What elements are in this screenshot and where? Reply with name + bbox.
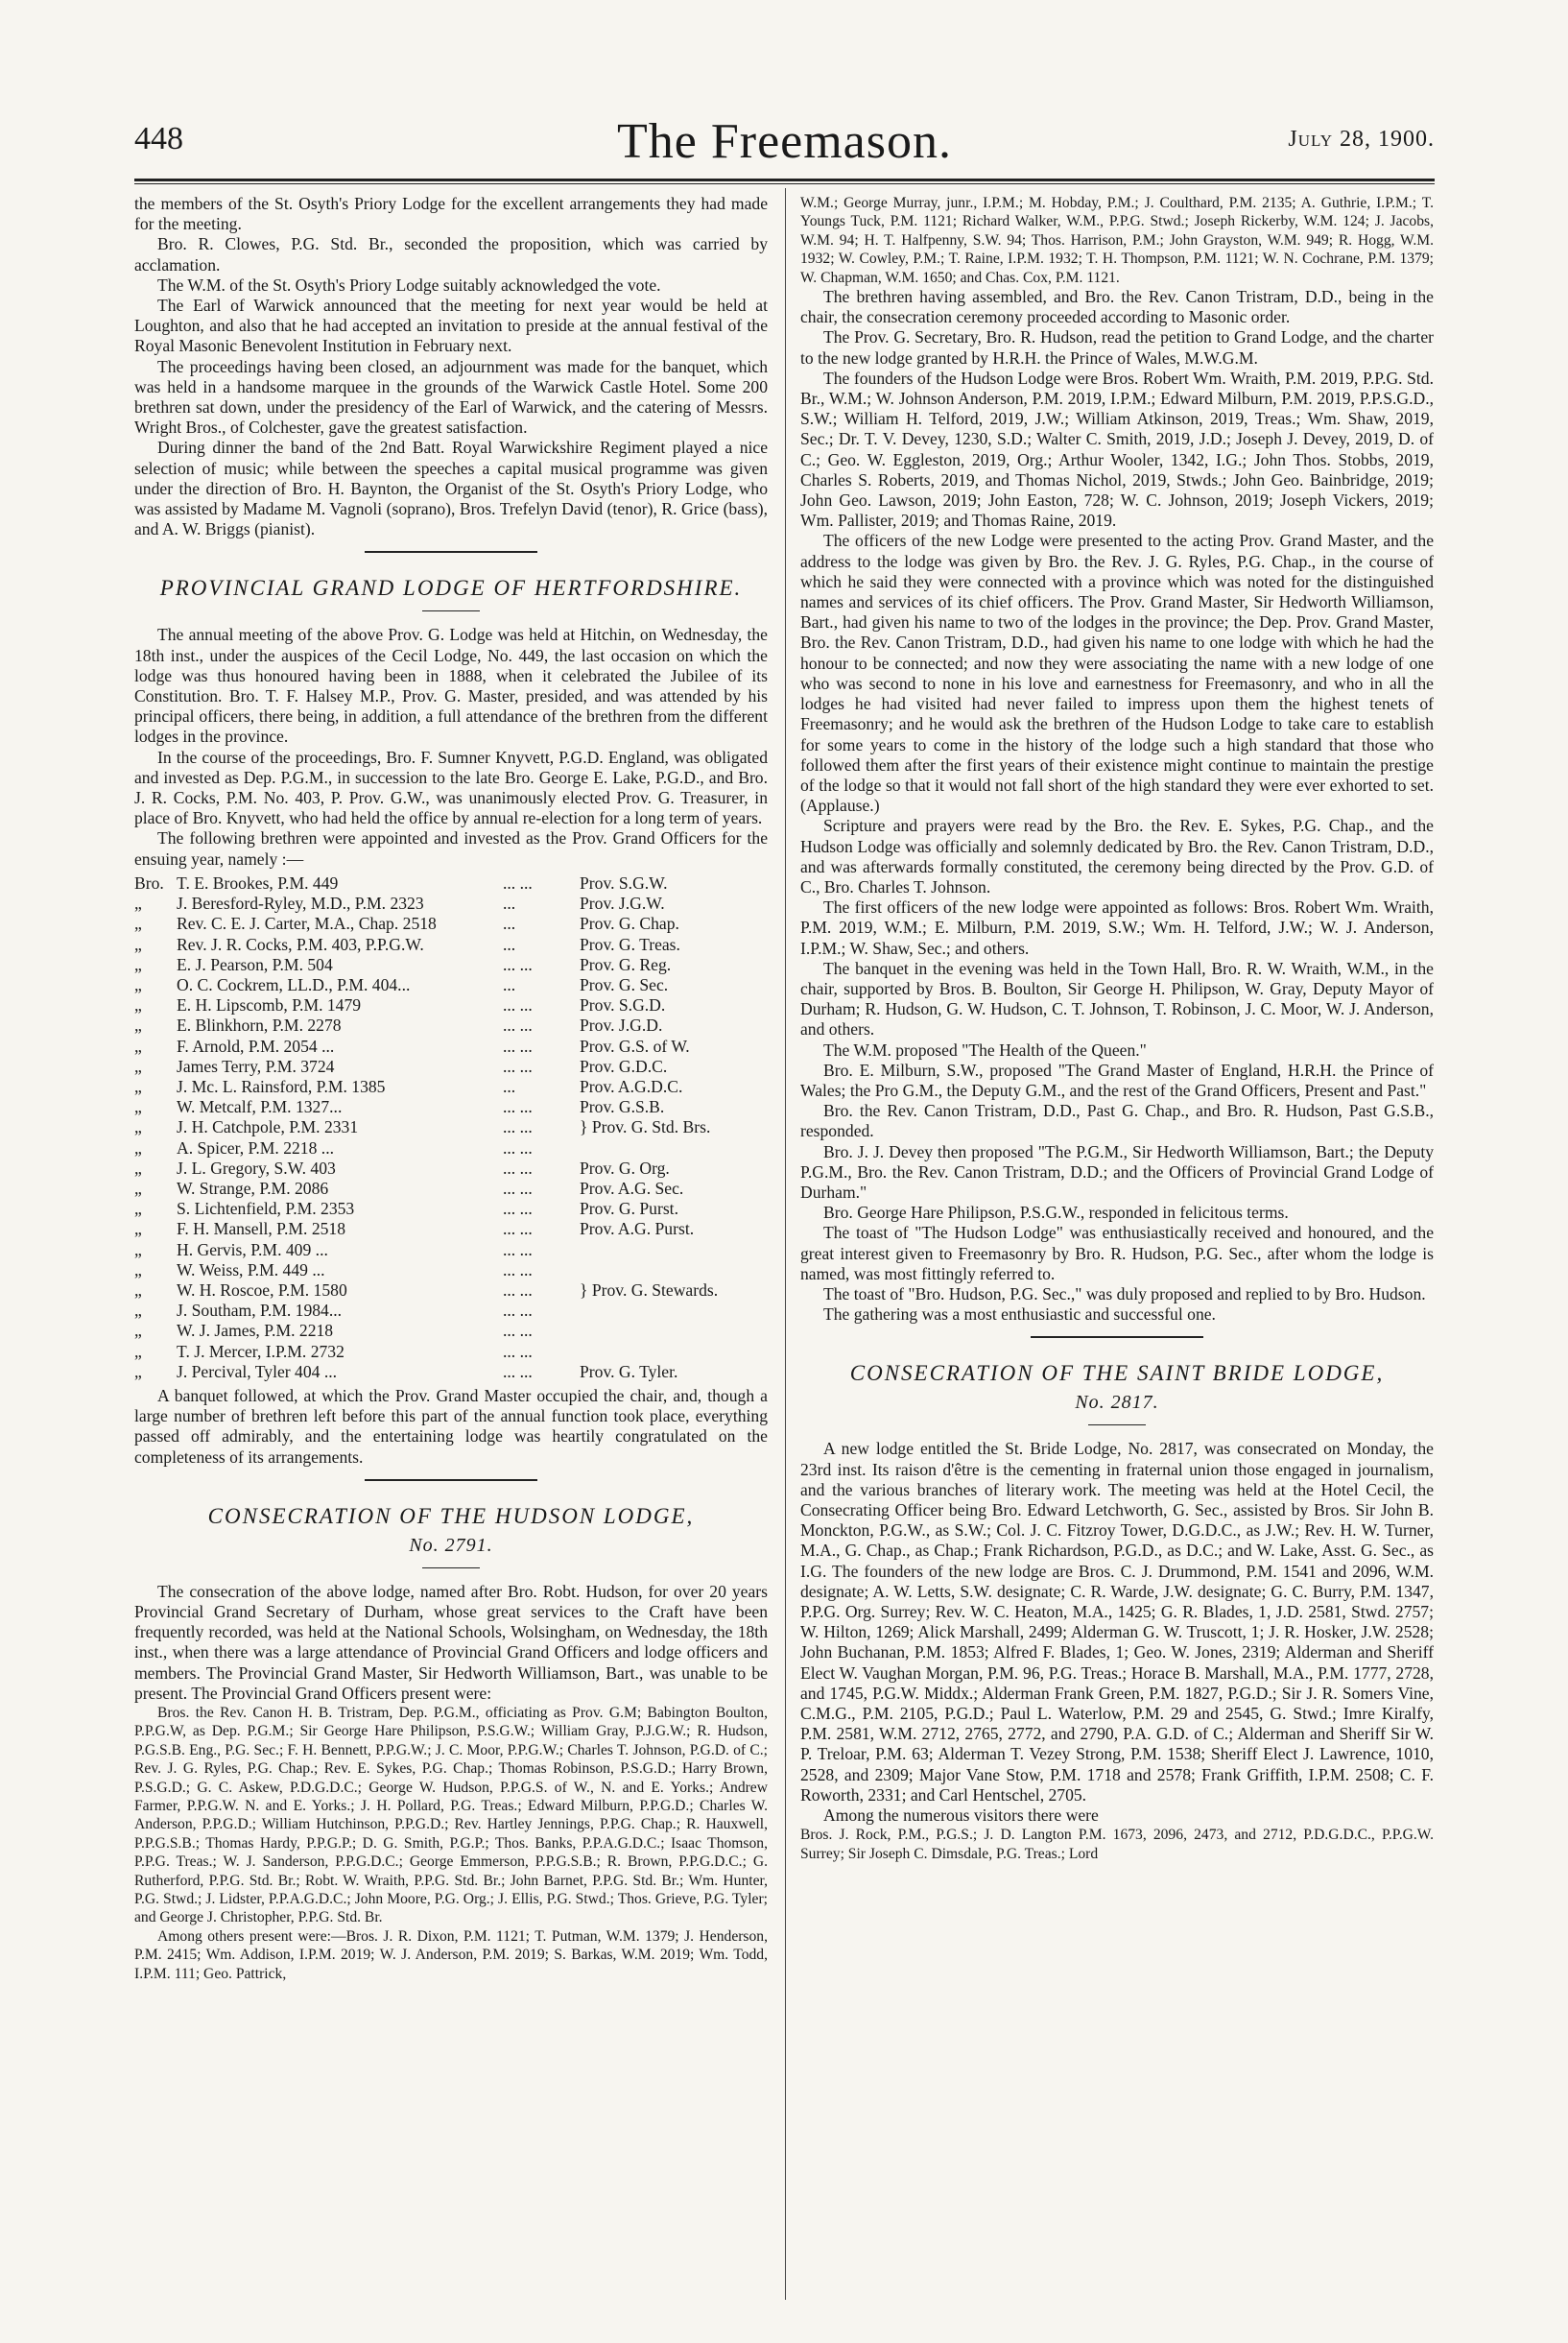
- officer-leader: ... ...: [503, 995, 533, 1016]
- officer-office: } Prov. G. Std. Brs.: [580, 1117, 711, 1137]
- hudson-paragraph: The founders of the Hudson Lodge were Bros. Robert Wm. Wraith, P.M. 2019, P.P.G. Std. Br., W.M.; W. Johnson Anderson, P.M. 2019, I.P.M.; Edward Milburn, P.M. 2019, P.P.S.G.D., S.W.; William H. Telford, 2019, J.W.; William Atkinson, 2019, Treas.; Wm. Shaw, 2019, Sec.; Dr. T. V. Devey, 1230, S.D.; Walter C. Smith, 2019, J.D.; Joseph J. Devey, 2019, D. of C.; Geo. W. Eggleston, 2019, Org.; Arthur Wooler, 1342, I.G.; John Thos. Stobbs, 2019, Charles S. Roberts, 2019, and Thomas Nichol, 2019, Stwds.; John Geo. Bainbridge, 2019; John Geo. Lawson, 2019; John Easton, 728; W. C. Johnson, 2019; Joseph Vickers, 2019; Wm. Pallister, 2019; and Thomas Raine, 2019.: [800, 368, 1434, 531]
- officer-row: [134, 1016, 768, 1036]
- officer-leader: ... ...: [503, 873, 533, 893]
- bride-visitors-list: Bros. J. Rock, P.M., P.G.S.; J. D. Langton P.M. 1673, 2096, 2473, and 2712, P.D.G.D.C., P.P.G.W. Surrey; Sir Joseph C. Dimsdale, P.G. Treas.; Lord: [800, 1827, 1434, 1862]
- officer-prefix: „: [134, 1158, 142, 1178]
- officer-name: W. Metcalf, P.M. 1327...: [177, 1097, 343, 1117]
- hudson-paragraph: Bro. E. Milburn, S.W., proposed "The Grand Master of England, H.R.H. the Prince of Wales; the Pro G.M., the Deputy G.M., and the rest of the Grand Officers, Present and Past.": [800, 1060, 1434, 1100]
- officer-prefix: „: [134, 1056, 142, 1076]
- officer-row: [134, 1097, 768, 1117]
- officer-row: [134, 1057, 768, 1077]
- officer-office: } Prov. G. Stewards.: [580, 1279, 719, 1300]
- bride-heading-title: CONSECRATION OF THE SAINT BRIDE LODGE,: [849, 1361, 1385, 1386]
- herts-paragraph: The annual meeting of the above Prov. G. Lodge was held at Hitchin, on Wednesday, the 18th inst., under the auspices of the Cecil Lodge, No. 449, the last occasion on which the lodge was thus honoured having been in 1888, when it celebrated the Jubilee of its Constitution. Bro. T. F. Halsey M.P., Prov. G. Master, presided, and was attended by his principal officers, there being, in addition, a full attendance of the brethren from the different lodges in the province.: [134, 625, 768, 747]
- officer-leader: ...: [503, 934, 516, 954]
- officer-prefix: „: [134, 1239, 142, 1259]
- officer-name: T. E. Brookes, P.M. 449: [177, 873, 339, 893]
- officer-prefix: „: [134, 1199, 142, 1219]
- officer-row: [134, 995, 768, 1016]
- right-column: [800, 194, 1434, 1863]
- officer-leader: ... ...: [503, 954, 533, 974]
- officer-name: W. Strange, P.M. 2086: [177, 1178, 329, 1198]
- herts-paragraph: The following brethren were appointed and invested as the Prov. Grand Officers for the ensuing year, namely :—: [134, 828, 768, 869]
- page-number: 448: [134, 121, 183, 156]
- officer-row: [134, 1260, 768, 1280]
- column-divider: [785, 188, 786, 2300]
- intro-paragraph: During dinner the band of the 2nd Batt. Royal Warwickshire Regiment played a nice selection of music; while between the speeches a capital musical programme was given under the direction of Bro. H. Baynton, the Organist of the St. Osyth's Priory Lodge, who was assisted by Madame M. Vagnoli (soprano), Bros. Trefelyn David (tenor), R. Grice (bass), and A. W. Briggs (pianist).: [134, 438, 768, 539]
- officer-name: J. Southam, P.M. 1984...: [177, 1301, 343, 1321]
- officer-office: Prov. A.G.D.C.: [580, 1076, 683, 1096]
- officer-leader: ... ...: [503, 1056, 533, 1076]
- continued-list: W.M.; George Murray, junr., I.P.M.; M. Hobday, P.M.; J. Coulthard, P.M. 2135; A. Guthrie, I.P.M.; T. Youngs Tuck, P.M. 1121; Richard Walker, W.M., P.P.G. Stwd.; Joseph Rickerby, W.M. 124; J. Jacobs, W.M. 94; H. T. Halfpenny, S.W. 94; Thos. Harrison, P.M.; John Grayston, W.M. 949; R. Hogg, W.M. 1932; W. Cowley, P.M.; T. Raine, I.P.M. 1932; T. H. Thompson, P.M. 1121; W. N. Cochrane, P.M. 1379; W. Chapman, W.M. 1650; and Chas. Cox, P.M. 1121.: [800, 195, 1434, 286]
- herts-heading: PROVINCIAL GRAND LODGE OF HERTFORDSHIRE.: [159, 576, 743, 601]
- officer-name: J. L. Gregory, S.W. 403: [177, 1158, 336, 1178]
- header-rule-thin: [134, 183, 1435, 184]
- officer-office: Prov. G. Reg.: [580, 954, 672, 974]
- hudson-paragraph: Scripture and prayers were read by the Bro. the Rev. E. Sykes, P.G. Chap., and the Hudson Lodge was officially and solemnly dedicated by Bro. the Rev. Canon Tristram, D.D., and was afterwards formally constituted, the ceremony being directed by the Prov. G.D. of C., Bro. Charles T. Johnson.: [800, 816, 1434, 897]
- officer-row: [134, 1219, 768, 1239]
- officer-leader: ... ...: [503, 1239, 533, 1259]
- hudson-paragraph: The Prov. G. Secretary, Bro. R. Hudson, read the petition to Grand Lodge, and the charter to the new lodge granted by H.R.H. the Prince of Wales, M.W.G.M.: [800, 327, 1434, 368]
- intro-paragraph: Bro. R. Clowes, P.G. Std. Br., seconded the proposition, which was carried by acclamation.: [134, 234, 768, 275]
- officer-leader: ...: [503, 894, 516, 914]
- officer-row: [134, 894, 768, 914]
- officer-office: Prov. J.G.D.: [580, 1016, 663, 1036]
- officer-leader: ... ...: [503, 1199, 533, 1219]
- hudson-paragraph: The consecration of the above lodge, named after Bro. Robt. Hudson, for over 20 years Provincial Grand Secretary of Durham, whose great services to the Craft have been frequently recorded, was held at the National Schools, Wolsingham, on Wednesday, the 18th inst., when there was a large attendance of Provincial Grand Officers and lodge officers and members. The Provincial Grand Master, Sir Hedworth Williamson, Bart., was unable to be present. The Provincial Grand Officers present were:: [134, 1581, 768, 1703]
- officer-office: Prov. G. Chap.: [580, 914, 679, 934]
- officer-leader: ...: [503, 1076, 516, 1096]
- officer-leader: ... ...: [503, 1178, 533, 1198]
- officer-row: [134, 914, 768, 934]
- officer-name: A. Spicer, P.M. 2218 ...: [177, 1137, 334, 1158]
- officer-name: James Terry, P.M. 3724: [177, 1056, 335, 1076]
- officer-name: W. J. James, P.M. 2218: [177, 1321, 334, 1341]
- officer-row: [134, 873, 768, 894]
- officer-row: [134, 1240, 768, 1260]
- left-column: [134, 194, 768, 1983]
- section-rule: [365, 551, 537, 553]
- officer-leader: ... ...: [503, 1158, 533, 1178]
- herts-paragraph: In the course of the proceedings, Bro. F. Sumner Knyvett, P.G.D. England, was obligated and invested as Dep. P.G.M., in succession to the late Bro. George E. Lake, P.G.D., and Bro. J. R. Cocks, P.M. No. 403, P. Prov. G.W., was unanimously elected Prov. G. Treasurer, in place of Bro. Knyvett, who had held the office by annual re-election for a long term of years.: [134, 747, 768, 828]
- officer-office: Prov. G. Sec.: [580, 974, 669, 994]
- officer-leader: ...: [503, 914, 516, 934]
- officer-prefix: „: [134, 1076, 142, 1096]
- officer-prefix: „: [134, 914, 142, 934]
- officer-name: T. J. Mercer, I.P.M. 2732: [177, 1341, 344, 1361]
- officer-name: J. Mc. L. Rainsford, P.M. 1385: [177, 1076, 386, 1096]
- officer-prefix: „: [134, 1137, 142, 1158]
- hudson-paragraph: The W.M. proposed "The Health of the Queen.": [823, 1040, 1147, 1060]
- hudson-paragraph: The gathering was a most enthusiastic and successful one.: [823, 1304, 1216, 1325]
- officer-row: [134, 1077, 768, 1097]
- officer-leader: ... ...: [503, 1341, 533, 1361]
- officer-leader: ... ...: [503, 1301, 533, 1321]
- hudson-paragraph: Bro. J. J. Devey then proposed "The P.G.M., Sir Hedworth Williamson, Bart.; the Deputy P.G.M., Bro. the Rev. Canon Tristram, D.D.; and the Officers of Provincial Grand Lodge of Durham.": [800, 1141, 1434, 1202]
- officer-name: E. J. Pearson, P.M. 504: [177, 954, 333, 974]
- bride-heading: [800, 1359, 1434, 1417]
- officer-prefix: „: [134, 894, 142, 914]
- officer-leader: ... ...: [503, 1036, 533, 1056]
- officer-name: J. Percival, Tyler 404 ...: [177, 1361, 338, 1381]
- officer-prefix: „: [134, 1117, 142, 1137]
- section-rule: [365, 1479, 537, 1481]
- intro-paragraph: The W.M. of the St. Osyth's Priory Lodge suitably acknowledged the vote.: [157, 275, 661, 295]
- officer-prefix: „: [134, 1279, 142, 1300]
- officer-name: F. H. Mansell, P.M. 2518: [177, 1219, 346, 1239]
- hudson-heading-title: CONSECRATION OF THE HUDSON LODGE,: [207, 1503, 695, 1528]
- officer-office: Prov. G.S. of W.: [580, 1036, 690, 1056]
- hudson-paragraph: Bro. the Rev. Canon Tristram, D.D., Past G. Chap., and Bro. R. Hudson, Past G.S.B., responded.: [800, 1101, 1434, 1141]
- page-header: [134, 113, 1435, 171]
- officer-name: F. Arnold, P.M. 2054 ...: [177, 1036, 335, 1056]
- hudson-paragraph: The banquet in the evening was held in the Town Hall, Bro. R. W. Wraith, W.M., in the chair, supported by Bros. B. Boulton, Sir George H. Philipson, W. Gray, Deputy Mayor of Durham; R. Hudson, G. W. Hudson, C. T. Johnson, T. Robinson, J. C. Moor, W. J. Anderson, and others.: [800, 958, 1434, 1040]
- heading-underline: [422, 610, 480, 611]
- officer-prefix: „: [134, 1301, 142, 1321]
- officer-row: [134, 1342, 768, 1362]
- officer-name: S. Lichtenfield, P.M. 2353: [177, 1199, 355, 1219]
- officers-list: [134, 873, 768, 1382]
- officer-name: W. H. Roscoe, P.M. 1580: [177, 1279, 347, 1300]
- officer-prefix: „: [134, 1361, 142, 1381]
- hudson-paragraph: The toast of "Bro. Hudson, P.G. Sec.," was duly proposed and replied to by Bro. Hudson.: [823, 1283, 1426, 1303]
- officer-prefix: „: [134, 1341, 142, 1361]
- officer-prefix: „: [134, 1219, 142, 1239]
- officer-row: [134, 975, 768, 995]
- officer-prefix: „: [134, 934, 142, 954]
- officer-prefix: Bro.: [134, 873, 164, 893]
- issue-date: July 28, 1900.: [1288, 127, 1435, 152]
- officer-office: Prov. G. Tyler.: [580, 1361, 678, 1381]
- herts-closing: A banquet followed, at which the Prov. Grand Master occupied the chair, and, though a large number of brethren left before this part of the annual function took place, everything passed off admirably, and the entertaining lodge was heartily congratulated on the completeness of its arrangements.: [134, 1385, 768, 1467]
- officer-prefix: „: [134, 954, 142, 974]
- officer-name: E. H. Lipscomb, P.M. 1479: [177, 995, 362, 1016]
- officer-row: [134, 935, 768, 955]
- officer-prefix: „: [134, 1259, 142, 1279]
- officer-row: [134, 1159, 768, 1179]
- hudson-paragraph: The toast of "The Hudson Lodge" was enthusiastically received and honoured, and the great interest given to Freemasonry by Bro. R. Hudson, P.G. Sec., after whom the lodge is named, was most fittingly referred to.: [800, 1223, 1434, 1283]
- officer-office: Prov. G.S.B.: [580, 1097, 665, 1117]
- officer-office: Prov. G. Purst.: [580, 1199, 678, 1219]
- header-rule: [134, 179, 1435, 181]
- officer-name: J. H. Catchpole, P.M. 2331: [177, 1117, 359, 1137]
- officer-leader: ... ...: [503, 1361, 533, 1381]
- officer-office: Prov. A.G. Purst.: [580, 1219, 695, 1239]
- officer-name: W. Weiss, P.M. 449 ...: [177, 1259, 325, 1279]
- officer-leader: ... ...: [503, 1259, 533, 1279]
- officer-prefix: „: [134, 1321, 142, 1341]
- officer-row: [134, 955, 768, 975]
- officer-row: [134, 1138, 768, 1159]
- heading-underline: [422, 1567, 480, 1568]
- officer-name: Rev. C. E. J. Carter, M.A., Chap. 2518: [177, 914, 437, 934]
- officer-office: Prov. G. Treas.: [580, 934, 680, 954]
- officer-leader: ... ...: [503, 1321, 533, 1341]
- officer-name: H. Gervis, P.M. 409 ...: [177, 1239, 328, 1259]
- hudson-paragraph: The first officers of the new lodge were appointed as follows: Bros. Robert Wm. Wraith, P.M. 2019, W.M.; E. Milburn, P.M. 2019, S.W.; Wm. H. Telford, J.W.; W. J. Anderson, I.P.M.; W. Shaw, Sec.; and others.: [800, 897, 1434, 958]
- hudson-others-list: Among others present were:—Bros. J. R. Dixon, P.M. 1121; T. Putman, W.M. 1379; J. Henderson, P.M. 2415; Wm. Addison, I.P.M. 2019; W. J. Anderson, P.M. 2019; S. Barkas, W.M. 2019; Wm. Todd, I.P.M. 111; Geo. Pattrick,: [134, 1927, 768, 1982]
- intro-paragraph: The proceedings having been closed, an adjournment was made for the banquet, which was held in a handsome marquee in the grounds of the Warwick Castle Hotel. Some 200 brethren sat down, under the presidency of the Earl of Warwick, and the catering of Messrs. Wright Bros., of Colchester, gave the greatest satisfaction.: [134, 356, 768, 438]
- section-rule: [1031, 1336, 1203, 1338]
- officer-leader: ... ...: [503, 1279, 533, 1300]
- bride-paragraph: A new lodge entitled the St. Bride Lodge, No. 2817, was consecrated on Monday, the 23rd inst. Its raison d'être is the cementing in fraternal union those engaged in journalism, and the various branches of literary work. The meeting was held at the Hotel Cecil, the Consecrating Officer being Bro. Edward Letchworth, G. Sec., assisted by Bros. Sir John B. Monckton, P.G.W., as S.W.; Col. J. C. Fitzroy Tower, D.G.D.C., as J.W.; Rev. H. W. Turner, M.A., G. Chap., as Chap.; Frank Richardson, P.G.D., as D.C.; and W. Lake, Asst. G. Sec., as I.G. The founders of the new lodge are Bros. C. J. Drummond, P.M. 1541 and 2096, W.M. designate; A. W. Letts, S.W. designate; C. R. Warde, J.W. designate; G. C. Burry, P.M. 1347, P.P.G. Org. Surrey; Rev. W. C. Heaton, M.A., 1425; G. R. Blades, 1, J.D. 2581, Stwd. 2757; W. Hilton, 1269; Alick Marshall, 2499; Alderman G. W. Truscott, 1; J. R. Hosker, J.W. 2528; John Buchanan, P.M. 1853; Alfred F. Blades, 1; Geo. W. Jones, 2319; Alderman and Sheriff Elect W. Vaughan Morgan, P.M. 96, P.G. Treas.; Horace B. Marshall, M.A., P.M. 1777, 2728, and 1745, P.G.W. Middx.; Alderman Frank Green, P.M. 1827, P.G.D.; Sir J. R. Somers Vine, C.M.G., P.M. 2105, P.G.D.; Paul L. Waterlow, P.M. 29 and 2545, G. Stwd.; Imre Kiralfy, P.M. 2581, W.M. 2712, 2765, 2772, and 2790, P.A. G.D. of C.; Alderman and Sheriff Sir W. P. Treloar, P.M. 63; Alderman T. Vezey Strong, P.M. 1538; Sheriff Elect J. Lawrence, 1010, 2528, and 2309; Major Vane Stow, P.M. 1718 and 2578; Frank Griffith, I.P.M. 2508; C. F. Roworth, 2331; and Carl Hentschel, 2705.: [800, 1439, 1434, 1805]
- officer-prefix: „: [134, 1178, 142, 1198]
- officer-leader: ... ...: [503, 1117, 533, 1137]
- officer-row: [134, 1280, 768, 1301]
- officer-row: [134, 1179, 768, 1199]
- heading-underline: [1088, 1424, 1146, 1425]
- officer-row: [134, 1321, 768, 1341]
- officer-prefix: „: [134, 974, 142, 994]
- officer-office: Prov. G. Org.: [580, 1158, 670, 1178]
- officer-office: Prov. A.G. Sec.: [580, 1178, 684, 1198]
- masthead-title: The Freemason.: [616, 114, 952, 169]
- officer-office: Prov. S.G.D.: [580, 995, 666, 1016]
- hudson-present-list: Bros. the Rev. Canon H. B. Tristram, Dep. P.G.M., officiating as Prov. G.M; Babington Boulton, P.P.G.W, as Dep. P.G.M.; Sir George Hare Philipson, P.S.G.W.; William Gray, P.J.G.W.; R. Hudson, P.G.S.B. Eng., P.G. Sec.; F. H. Bennett, P.P.G.W.; J. C. Moor, P.P.G.W.; Charles T. Johnson, P.G.D. of C.; Rev. J. G. Ryles, P.G. Chap.; Rev. E. Sykes, P.G. Chap.; Thomas Robinson, P.S.G.D.; Harry Brown, P.S.G.D.; G. C. Askew, P.D.G.D.C.; George W. Hudson, P.P.G.S. of W., N. and E. Yorks.; Andrew Farmer, P.P.G.W. N. and E. Yorks.; J. H. Pollard, P.G. Treas.; Edward Milburn, P.P.G.D.; Charles W. Anderson, P.P.G.D.; William Hutchinson, P.P.G.D.; Rev. Hartley Jennings, P.P.G. Chap.; R. Hauxwell, P.P.G.S.B.; Thomas Hardy, P.P.G.P.; D. G. Smith, P.G.P.; Thos. Banks, P.P.A.G.D.C.; Isaac Thomson, P.P.G. Treas.; W. J. Sanderson, P.P.G.D.C.; George Emmerson, P.P.G.S.B.; R. Brown, P.P.G.D.C.; G. Rutherford, P.P.G. Std. Br.; Robt. W. Wraith, P.P.G. Std. Br.; John Barnet, P.P.G. Std. Br.; Wm. Hunter, P.G. Stwd.; J. Lidster, P.P.A.G.D.C.; John Moore, P.G. Org.; J. Ellis, P.G. Stwd.; Thos. Grieve, P.G. Tyler; and George J. Christopher, P.P.G. Std. Br.: [134, 1705, 768, 1926]
- hudson-heading: [134, 1502, 768, 1560]
- officer-name: J. Beresford-Ryley, M.D., P.M. 2323: [177, 894, 424, 914]
- bride-visitors-intro: Among the numerous visitors there were: [823, 1805, 1099, 1826]
- officer-leader: ...: [503, 974, 516, 994]
- officer-prefix: „: [134, 1097, 142, 1117]
- hudson-paragraph: The brethren having assembled, and Bro. the Rev. Canon Tristram, D.D., being in the chair, the consecration ceremony proceeded according to Masonic order.: [800, 287, 1434, 327]
- officer-leader: ... ...: [503, 1097, 533, 1117]
- officer-row: [134, 1037, 768, 1057]
- officer-leader: ... ...: [503, 1219, 533, 1239]
- officer-prefix: „: [134, 1016, 142, 1036]
- officer-office: Prov. J.G.W.: [580, 894, 665, 914]
- officer-row: [134, 1301, 768, 1321]
- officer-leader: ... ...: [503, 1016, 533, 1036]
- officer-name: Rev. J. R. Cocks, P.M. 403, P.P.G.W.: [177, 934, 424, 954]
- hudson-paragraph: Bro. George Hare Philipson, P.S.G.W., responded in felicitous terms.: [823, 1203, 1289, 1223]
- officer-row: [134, 1362, 768, 1382]
- intro-paragraph: the members of the St. Osyth's Priory Lodge for the excellent arrangements they had made for the meeting.: [134, 194, 768, 234]
- officer-office: Prov. S.G.W.: [580, 873, 668, 893]
- officer-prefix: „: [134, 1036, 142, 1056]
- officer-name: O. C. Cockrem, LL.D., P.M. 404...: [177, 974, 411, 994]
- intro-paragraph: The Earl of Warwick announced that the meeting for next year would be held at Loughton, and also that he had accepted an invitation to preside at the annual festival of the Royal Masonic Benevolent Institution in February next.: [134, 296, 768, 356]
- officer-prefix: „: [134, 995, 142, 1016]
- officer-row: [134, 1117, 768, 1137]
- officer-leader: ... ...: [503, 1137, 533, 1158]
- officer-name: E. Blinkhorn, P.M. 2278: [177, 1016, 342, 1036]
- bride-lodge-number: No. 2817.: [1075, 1392, 1159, 1414]
- hudson-paragraph: The officers of the new Lodge were presented to the acting Prov. Grand Master, and the address to the lodge was given by Bro. the Rev. J. G. Ryles, P.G. Chap., in the course of which he said they were connected with a province which was noted for the distinguished names and services of its chief officers. The Prov. Grand Master, Sir Hedworth Williamson, Bart., had given his name to two of the lodges in the province; the Dep. Prov. Grand Master, Bro. the Rev. Canon Tristram, D.D., had given his name to one lodge with which he had the honour to be connected; and now they were associating the name with a new lodge of one who was second to none in his love and earnestness for Freemasonry, and who in all the lodges he had visited had never failed to impress upon them the highest tenets of Freemasonry; and he would ask the brethren of the Hudson Lodge to take care to establish for some years to come in the history of the lodge such a high standard that those who followed them after the first years of their existence might continue to maintain the prestige of the lodge so that it would not fall short of the high standard they were ever exhorted to set. (Applause.): [800, 531, 1434, 816]
- officer-office: Prov. G.D.C.: [580, 1056, 668, 1076]
- hudson-lodge-number: No. 2791.: [409, 1534, 493, 1556]
- officer-row: [134, 1199, 768, 1219]
